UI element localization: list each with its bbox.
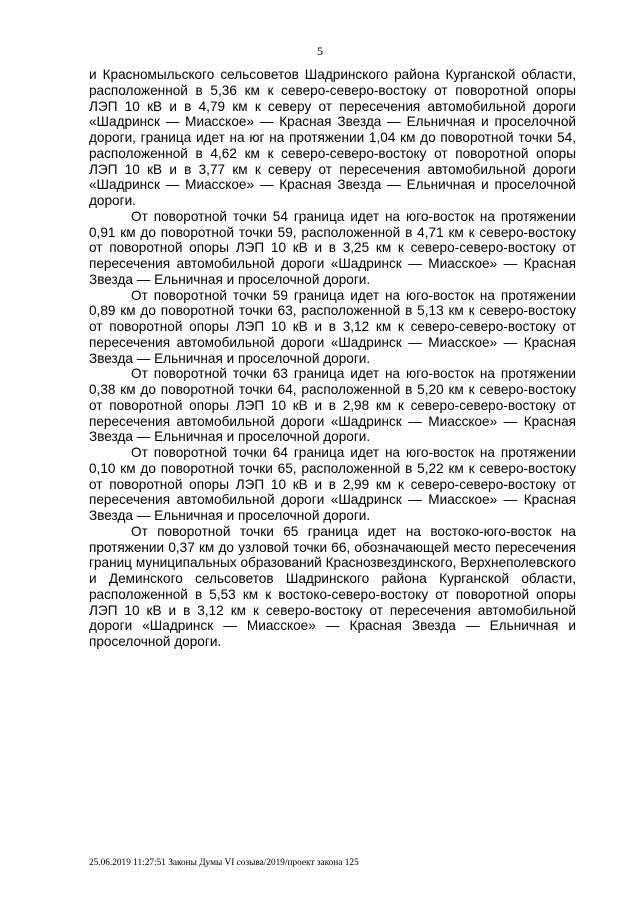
page-number: 5 [317,44,323,58]
paragraph-point-59: От поворотной точки 59 граница идет на юго-восток на протяжении 0,89 км до поворотной точки 63, расположенной в 5,13 км к северо-востоку от поворотной опоры ЛЭП 10 кВ и в 3,12 км к северо-северо-востоку от пересечения автомобильной дороги «Шадринск — Миасское» — Красная Звезда — Ельничная и проселочной дороги. [89,287,576,366]
paragraph-point-54: От поворотной точки 54 граница идет на юго-восток на протяжении 0,91 км до поворотной точки 59, расположенной в 4,71 км к северо-востоку от поворотной опоры ЛЭП 10 кВ и в 3,25 км к северо-северо-востоку от пересечения автомобильной дороги «Шадринск — Миасское» — Красная Звезда — Ельничная и проселочной дороги. [89,208,576,287]
paragraph-continuation: и Красномыльского сельсоветов Шадринского района Курганской области, расположенной в 5,36 км к северо-северо-востоку от поворотной опоры ЛЭП 10 кВ и в 4,79 км к северу от пересечения автомобильной дороги «Шадринск — Миасское» — Красная Звезда — Ельничная и проселочной дороги, граница идет на юг на протяжении 1,04 км до поворотной точки 54, расположенной в 4,62 км к северо-северо-востоку от поворотной опоры ЛЭП 10 кВ и в 3,77 км к северу от пересечения автомобильной дороги «Шадринск — Миасское» — Красная Звезда — Ельничная и проселочной дороги. [89,67,576,208]
paragraph-point-65: От поворотной точки 65 граница идет на востоко-юго-восток на протяжении 0,37 км до узловой точки 66, обозначающей место пересечения границ муниципальных образований Краснозвездинского, Верхнеполевского и Деминского сельсоветов Шадринского района Курганской области, расположенной в 5,53 км к востоко-северо-востоку от поворотной опоры ЛЭП 10 кВ и в 3,12 км к северо-востоку от пересечения автомобильной дороги «Шадринск — Миасское» — Красная Звезда — Ельничная и проселочной дороги. [89,523,576,649]
paragraph-point-64: От поворотной точки 64 граница идет на юго-восток на протяжении 0,10 км до поворотной точки 65, расположенной в 5,22 км к северо-востоку от поворотной опоры ЛЭП 10 кВ и в 2,99 км к северо-северо-востоку от пересечения автомобильной дороги «Шадринск — Миасское» — Красная Звезда — Ельничная и проселочной дороги. [89,445,576,523]
document-footer: 25.06.2019 11:27:51 Законы Думы VI созыва/2019/проект закона 125 [89,858,359,868]
document-body [89,67,576,650]
paragraph-point-63: От поворотной точки 63 граница идет на юго-восток на протяжении 0,38 км до поворотной точки 64, расположенной в 5,20 км к северо-востоку от поворотной опоры ЛЭП 10 кВ и в 2,98 км к северо-северо-востоку от пересечения автомобильной дороги «Шадринск — Миасское» — Красная Звезда — Ельничная и проселочной дороги. [89,366,576,445]
